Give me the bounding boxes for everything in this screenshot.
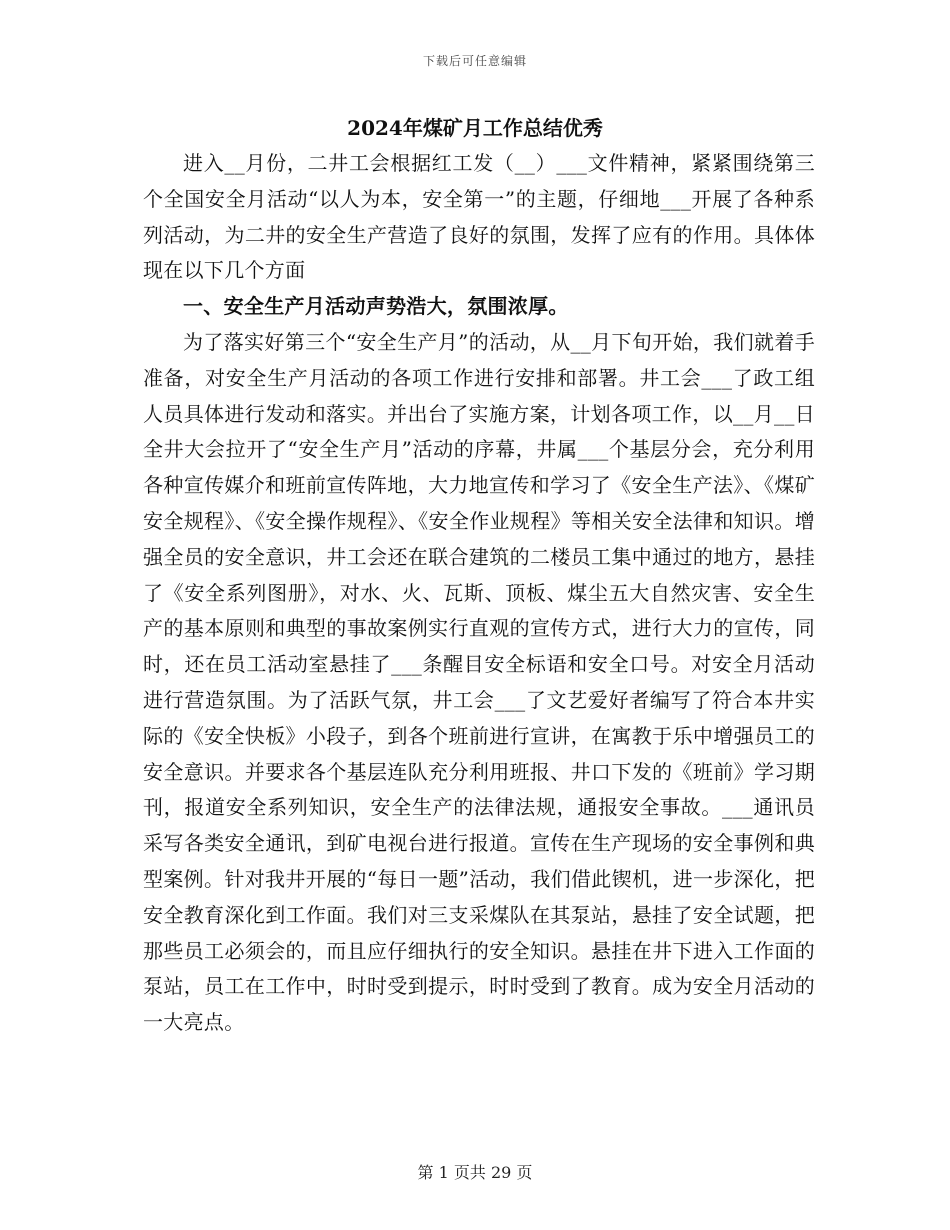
intro-paragraph: 进入__月份，二井工会根据红工发（__）___文件精神，紧紧围绕第三个全国安全月活动“以人为本，安全第一”的主题，仔细地___开展了各种系列活动，为二井的安全生产营造了良好的氛围，发挥了应有的作用。具体体现在以下几个方面	[143, 151, 815, 283]
section-paragraph: 为了落实好第三个“安全生产月”的活动，从__月下旬开始，我们就着手准备，对安全生产月活动的各项工作进行安排和部署。井工会___了政工组人员具体进行发动和落实。并出台了实施方案，计划各项工作，以__月__日全井大会拉开了“安全生产月”活动的序幕，井属___个基层分会，充分利用各种宣传媒介和班前宣传阵地，大力地宣传和学习了《安全生产法》、《煤矿安全规程》、《安全操作规程》、《安全作业规程》等相关安全法律和知识。增强全员的安全意识，井工会还在联合建筑的二楼员工集中通过的地方，悬挂了《安全系列图册》，对水、火、瓦斯、顶板、煤尘五大自然灾害、安全生产的基本原则和典型的事故案例实行直观的宣传方式，进行大力的宣传，同时，还在员工活动室悬挂了___条醒目安全标语和安全口号。对安全月活动进行营造氛围。为了活跃气氛，井工会___了文艺爱好者编写了符合本井实际的《安全快板》小段子，到各个班前进行宣讲，在寓教于乐中增强员工的安全意识。并要求各个基层连队充分利用班报、井口下发的《班前》学习期刊，报道安全系列知识，安全生产的法律法规，通报安全事故。___通讯员采写各类安全通讯，到矿电视台进行报道。宣传在生产现场的安全事例和典型案例。针对我井开展的“每日一题”活动，我们借此锲机，进一步深化，把安全教育深化到工作面。我们对三支采煤队在其泵站，悬挂了安全试题，把那些员工必须会的，而且应仔细执行的安全知识。悬挂在井下进入工作面的泵站，员工在工作中，时时受到提示，时时受到了教育。成为安全月活动的一大亮点。	[143, 329, 815, 1035]
document-body	[143, 146, 815, 1041]
page-number-footer: 第 1 页共 29 页	[417, 1163, 533, 1182]
page-header-note: 下载后可任意编辑	[422, 54, 527, 68]
section-heading: 一、安全生产月活动声势浩大，氛围浓厚。	[183, 294, 569, 319]
document-title: 2024年煤矿月工作总结优秀	[347, 116, 603, 140]
